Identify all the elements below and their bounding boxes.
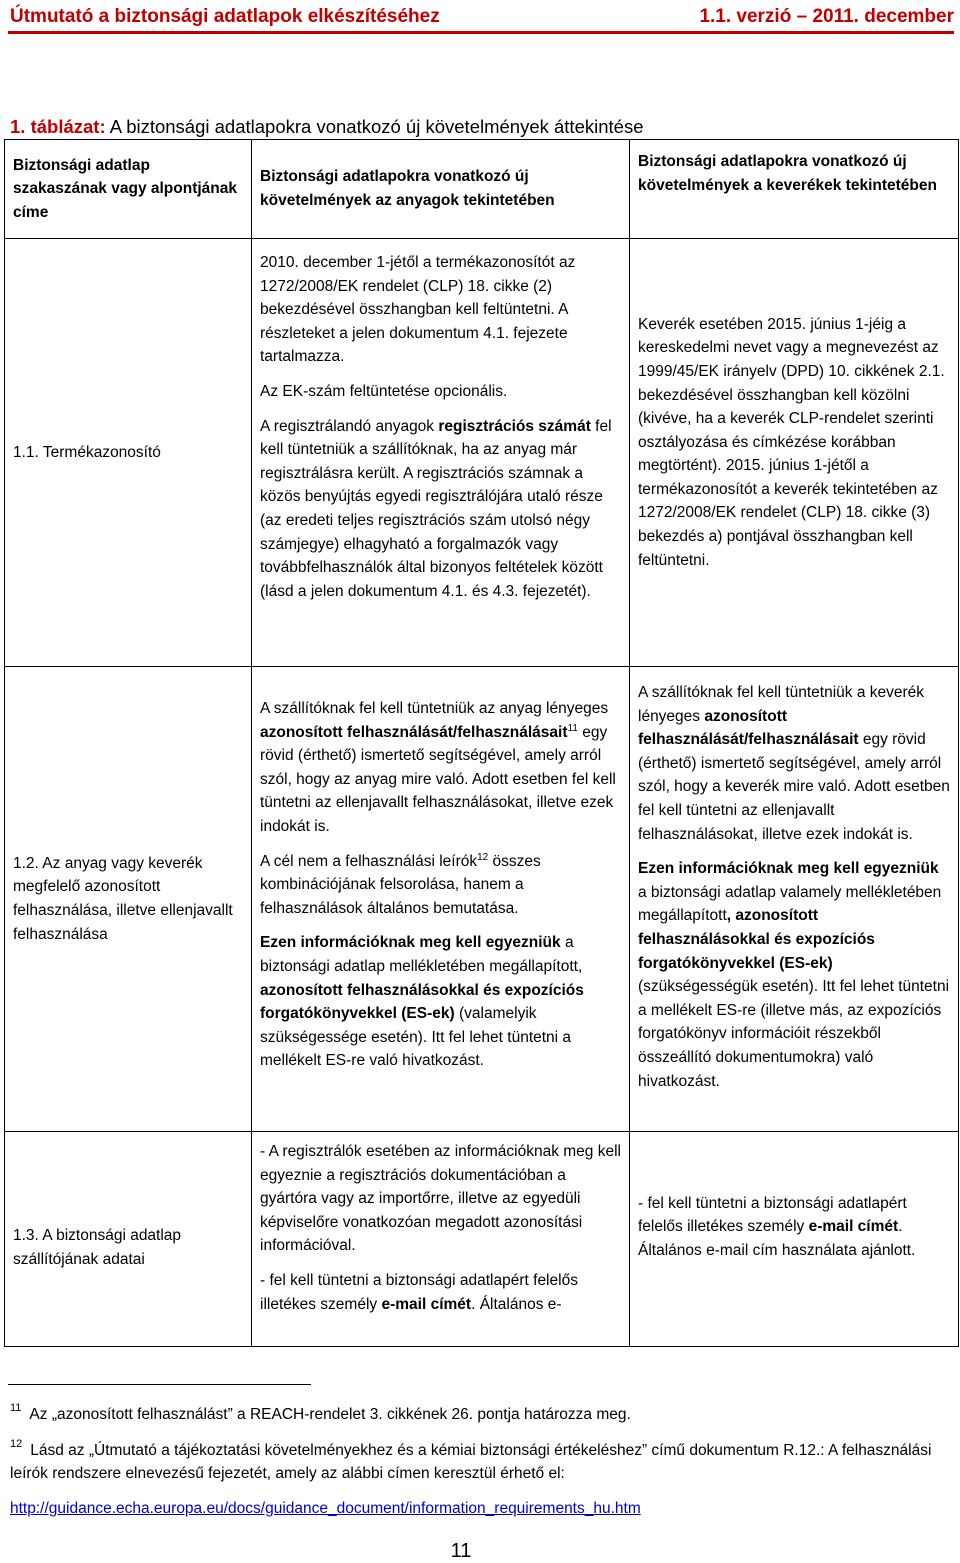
bold-text: azonosított felhasználását/felhasználásait	[260, 723, 568, 741]
bold-text: e-mail címét	[808, 1218, 899, 1236]
footnote	[10, 1403, 950, 1426]
header-title: Útmutató a biztonsági adatlapok elkészítéséhez	[10, 6, 440, 27]
paragraph	[638, 857, 950, 1093]
paragraph: Keverék esetében 2015. június 1-jéig a kereskedelmi nevet vagy a megnevezést az 1999/45/EK irányelv (DPD) 10. cikkének 2.1. bekezdésével összhangban kell közölni (kivéve, ha a keverék CLP-rendelet szerinti osztályozása és címkézése korábban megtörtént). 2015. június 1-jétől a termékazonosítót a keverék tekintetében az 1272/2008/EK rendelet (CLP) 18. cikke (3) bekezdés a) pontjával összhangban kell feltüntetni.	[638, 315, 945, 569]
paragraph	[638, 1192, 950, 1263]
paragraph	[260, 1269, 621, 1316]
footnote-separator	[8, 1384, 311, 1385]
row-label: 1.1. Termékazonosító	[5, 239, 252, 667]
bold-text: Ezen információknak meg kell egyezniük	[638, 860, 939, 878]
text: fel kell tüntetniük a szállítóknak, ha az anyag már regisztrálásra került. A regisztrációs számnak a közös benyújtás egyedi regisztrálójára utaló része (az eredeti teljes regisztrációs szám utolsó négy számjegye) elhagyható a forgalmazók vagy továbbfelhasználók által bizonyos feltételek között (lásd a jelen dokumentum 4.1. és 4.3. fejezetét).	[260, 417, 612, 600]
text: összes kombinációjának felsorolása, hanem a felhasználások általános bemutatása.	[260, 852, 541, 917]
footnote-number: 12	[10, 1438, 23, 1450]
header-substances: Biztonsági adatlapokra vonatkozó új követelmények az anyagok tekintetében	[252, 140, 630, 239]
header-version: 1.1. verzió – 2011. december	[699, 6, 954, 27]
paragraph: Az EK-szám feltüntetése opcionális.	[260, 382, 508, 400]
table-row	[5, 1132, 959, 1347]
header-mixtures: Biztonsági adatlapokra vonatkozó új követelmények a keverékek tekintetében	[630, 140, 959, 239]
text: egy rövid (érthető) ismertető segítségével, amely arról szól, hogy a keverék mire való. Adott esetben fel kell tüntetni az ellenjavallt felhasználásokat, illetve ezek indokát is.	[638, 731, 950, 843]
paragraph	[260, 931, 621, 1073]
text: . Általános e-	[471, 1295, 562, 1313]
bold-text: e-mail címét	[381, 1295, 472, 1313]
bold-text: regisztrációs számát	[438, 417, 591, 435]
footnote-ref: 11	[567, 722, 578, 734]
header-rule	[8, 31, 954, 34]
footnote-link-line	[10, 1497, 950, 1520]
bold-text: azonosított felhasználásokkal és expozíciós forgatókönyvekkel (ES-ek)	[260, 981, 584, 1023]
text: - fel kell tüntetni a biztonsági adatlapért felelős illetékes személy	[260, 1271, 578, 1313]
requirements-table	[4, 139, 959, 1347]
table-row	[5, 239, 959, 667]
paragraph	[260, 415, 621, 604]
table-caption	[10, 116, 643, 138]
bold-text: azonosított felhasználását/felhasználásait	[638, 707, 859, 749]
footnote-number: 11	[10, 1402, 22, 1414]
row-label: 1.3. A biztonsági adatlap szállítójának adatai	[5, 1132, 252, 1347]
paragraph	[638, 681, 950, 846]
table-caption-text: A biztonsági adatlapokra vonatkozó új követelmények áttekintése	[109, 116, 644, 137]
text: A regisztrálandó anyagok	[260, 417, 439, 435]
text: A cél nem a felhasználási leírók	[260, 852, 478, 870]
table-row	[5, 667, 959, 1132]
guidance-link[interactable]: http://guidance.echa.europa.eu/docs/guidance_document/information_requirements_hu.htm	[10, 1500, 641, 1517]
running-header	[10, 6, 954, 30]
cell-mixtures	[630, 239, 959, 667]
cell-substances	[252, 1132, 630, 1347]
text: (valamelyik szükségessége esetén). Itt fel lehet tüntetni a mellékelt ES-re való hivatkozást.	[260, 1005, 572, 1070]
cell-mixtures	[630, 667, 959, 1132]
text: egy rövid (érthető) ismertető segítségével, amely arról szól, hogy az anyag mire való. Adott esetben fel kell tüntetni az ellenjavallt felhasználásokat, illetve ezek indokát is.	[260, 723, 616, 835]
text: A szállítóknak fel kell tüntetniük a keverék lényeges	[638, 684, 925, 725]
bold-text: azonosított felhasználásokkal és expozíciós forgatókönyvekkel (ES-ek)	[638, 907, 875, 972]
text: A szállítóknak fel kell tüntetniük az anyag lényeges	[260, 700, 609, 717]
header-section-title: Biztonsági adatlap szakaszának vagy alpontjának címe	[5, 140, 252, 239]
cell-mixtures	[630, 1132, 959, 1347]
text: - fel kell tüntetni a biztonsági adatlapért felelős illetékes személy	[638, 1194, 907, 1236]
footnote-text: Lásd az „Útmutató a tájékoztatási követelményekhez és a kémiai biztonsági értékeléshez” című dokumentum R.12.: A felhasználási leírók rendszere elnevezésű fejezetét, amely az alábbi címen keresztül érhető el:	[10, 1442, 932, 1482]
paragraph: - A regisztrálók esetében az információknak meg kell egyeznie a regisztrációs dokumentációban a gyártóra vagy az importőrre, illetve az egyedüli képviselőre vonatkozóan megadott azonosítási információval.	[260, 1143, 621, 1255]
text: a biztonsági adatlap valamely mellékletében megállapított	[638, 883, 942, 925]
text: a biztonsági adatlap mellékletében megállapított,	[260, 934, 583, 975]
cell-substances	[252, 667, 630, 1132]
table-header-row	[5, 140, 959, 239]
footnote-text: Az „azonosított felhasználást” a REACH-rendelet 3. cikkének 26. pontja határozza meg.	[29, 1406, 631, 1423]
bold-text: Ezen információknak meg kell egyezniük	[260, 934, 561, 952]
text: (szükségességük esetén). Itt fel lehet tüntetni a mellékelt ES-re (illetve más, az expozíciós forgatókönyv információit részekből összeállító dokumentumokra) való hivatkozást.	[638, 978, 950, 1090]
footnote	[10, 1439, 950, 1485]
bold-text: ,	[726, 907, 736, 925]
paragraph	[260, 850, 621, 921]
table-caption-number: 1. táblázat:	[10, 116, 106, 137]
cell-substances	[252, 239, 630, 667]
paragraph: 2010. december 1-jétől a termékazonosítót az 1272/2008/EK rendelet (CLP) 18. cikke (2) bekezdésével összhangban kell feltüntetni. A részleteket a jelen dokumentum 4.1. fejezete tartalmazza.	[260, 254, 576, 366]
paragraph	[260, 697, 621, 839]
text: . Általános e-mail cím használata ajánlott.	[638, 1218, 916, 1259]
footnote-ref: 12	[477, 851, 489, 863]
row-label: 1.2. Az anyag vagy keverék megfelelő azonosított felhasználása, illetve ellenjavallt felhasználása	[5, 667, 252, 1132]
page-number: 11	[450, 1540, 472, 1562]
